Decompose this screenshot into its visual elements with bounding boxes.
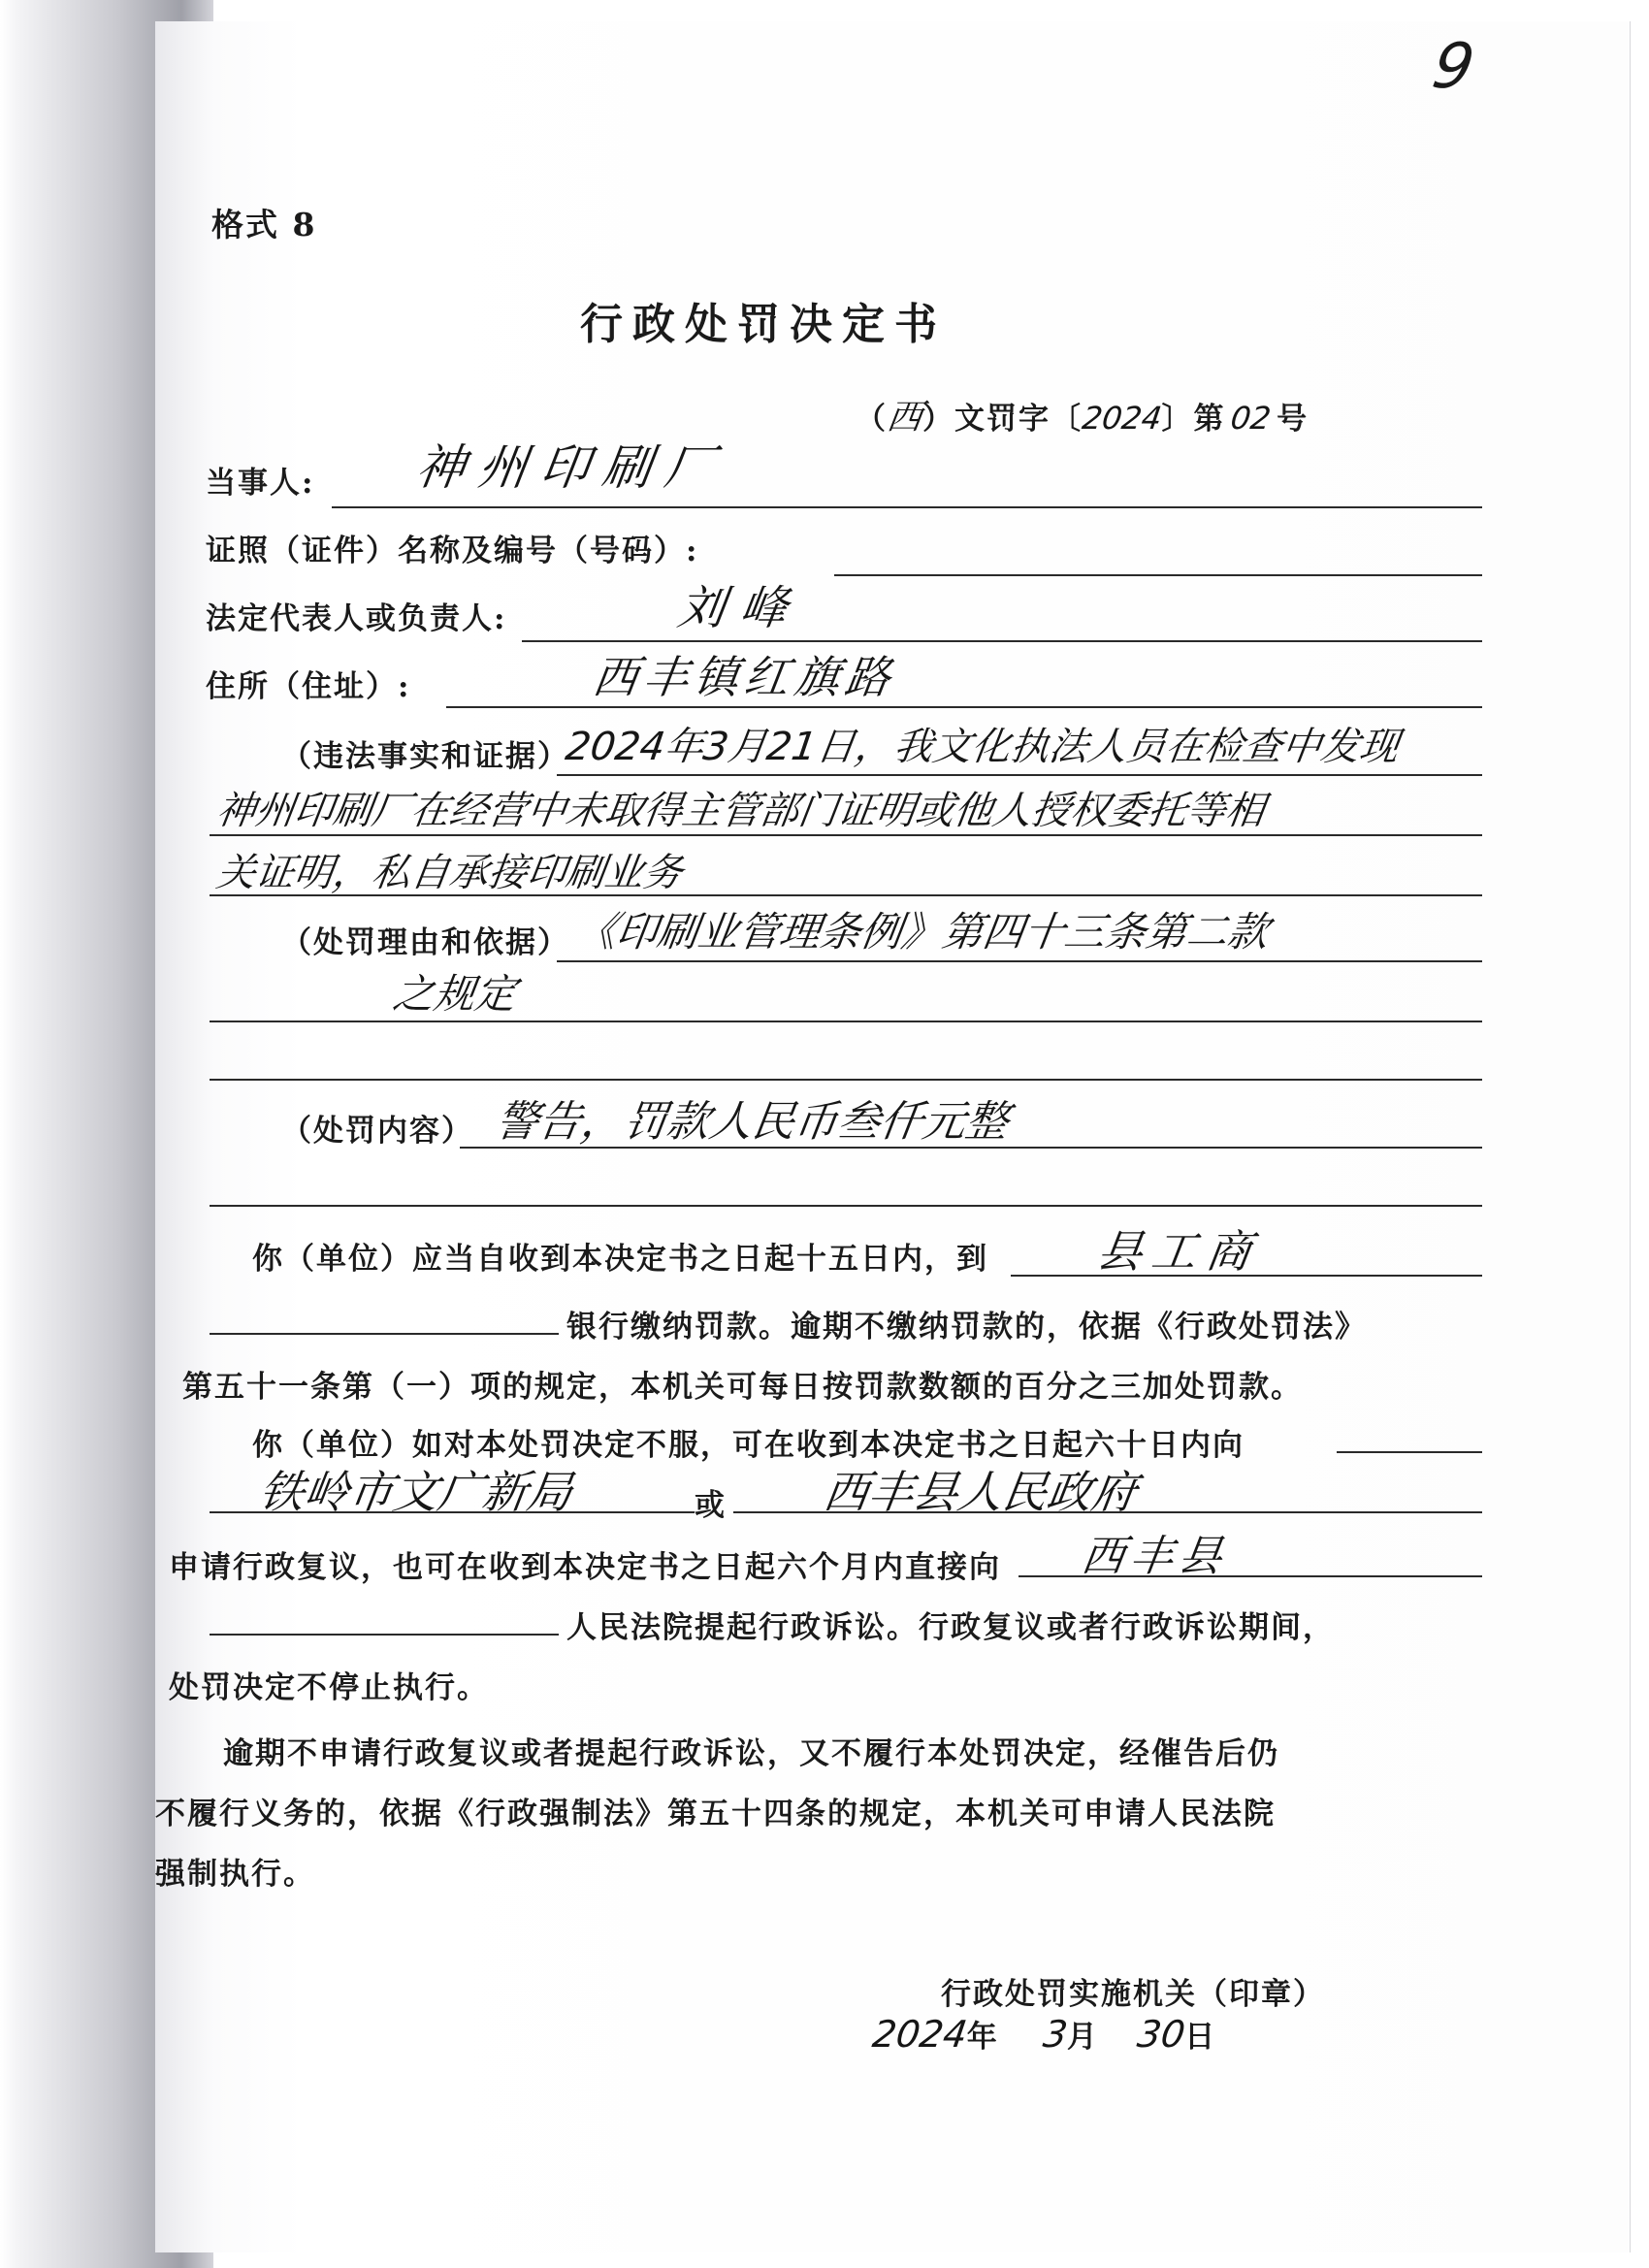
signature-day-unit: 日 <box>1184 2020 1217 2055</box>
review-rule-1 <box>1337 1451 1482 1453</box>
review-text-1: 你（单位）如对本处罚决定不服，可在收到本决定书之日起六十日内向 <box>252 1428 1245 1463</box>
facts-rule-3 <box>210 894 1482 896</box>
doc-number-suffix: 号 <box>1277 402 1310 437</box>
document-title: 行政处罚决定书 <box>580 300 947 349</box>
party-value: 神州印刷厂 <box>412 439 731 496</box>
license-label: 证照（证件）名称及编号（号码）: <box>206 534 699 568</box>
legal-rep-label: 法定代表人或负责人: <box>206 601 507 636</box>
basis-label: （处罚理由和依据） <box>281 925 569 960</box>
legal-rep-value: 刘峰 <box>674 581 807 635</box>
facts-rule-2 <box>210 834 1482 836</box>
doc-number-year: 2024 <box>1080 400 1165 437</box>
review-agency-1-rule <box>210 1511 695 1513</box>
signature-year: 2024 <box>869 2013 970 2056</box>
doc-number-agency: 西 <box>884 398 925 437</box>
license-line <box>834 574 1482 576</box>
signature-date <box>869 2012 1217 2056</box>
doc-number-value: 02 <box>1228 400 1274 437</box>
penalty-label: （处罚内容） <box>281 1114 473 1149</box>
address-value: 西丰镇红旗路 <box>589 651 900 703</box>
signature-year-unit: 年 <box>966 2020 999 2055</box>
facts-label: （违法事实和证据） <box>281 739 569 774</box>
document-number <box>856 390 1309 439</box>
review-agency-1: 铁岭市文广新局 <box>255 1466 576 1518</box>
review-text-4: 处罚决定不停止执行。 <box>169 1670 489 1705</box>
review-text-2: 申请行政复议，也可在收到本决定书之日起六个月内直接向 <box>169 1550 1001 1585</box>
review-agency-2-rule <box>733 1511 1482 1513</box>
review-agency-2: 西丰县人民政府 <box>820 1466 1141 1518</box>
payment-text-1: 你（单位）应当自收到本决定书之日起十五日内，到 <box>252 1242 988 1277</box>
basis-rule-2 <box>210 1021 1482 1022</box>
address-line <box>446 706 1482 708</box>
payment-text-2: 银行缴纳罚款。逾期不缴纳罚款的，依据《行政处罚法》 <box>566 1310 1367 1345</box>
doc-number-mid: ）文罚字〔 <box>922 402 1083 437</box>
page-number: 9 <box>1427 31 1480 103</box>
facts-line-2: 神州印刷厂在经营中未取得主管部门证明或他人授权委托等相 <box>213 789 1268 833</box>
payment-text-3: 第五十一条第（一）项的规定，本机关可每日按罚款数额的百分之三加处罚款。 <box>182 1370 1303 1405</box>
facts-line-3: 关证明，私自承接印刷业务 <box>213 851 686 895</box>
penalty-rule-2 <box>210 1205 1482 1207</box>
enforcement-text-2: 不履行义务的，依据《行政强制法》第五十四条的规定，本机关可申请人民法院 <box>155 1797 1276 1831</box>
document-page <box>155 21 1631 2252</box>
facts-line-1: 2024年3月21日，我文化执法人员在检查中发现 <box>563 725 1402 769</box>
doc-number-open: （ <box>856 402 888 437</box>
payment-bank-rule <box>1011 1275 1482 1277</box>
penalty-rule-1 <box>460 1147 1482 1149</box>
review-or: 或 <box>695 1488 727 1523</box>
signature-authority: 行政处罚实施机关（印章） <box>941 1977 1325 2012</box>
review-court: 西丰县 <box>1078 1532 1231 1581</box>
basis-rule-3 <box>210 1079 1482 1081</box>
enforcement-text-3: 强制执行。 <box>155 1857 315 1892</box>
payment-bank-rule-2 <box>210 1333 559 1335</box>
basis-line-2: 之规定 <box>390 970 520 1018</box>
penalty-value: 警告，罚款人民币叁仟元整 <box>492 1097 1012 1147</box>
format-label: 格式 8 <box>211 206 317 243</box>
address-label: 住所（住址）: <box>206 669 411 704</box>
facts-rule-1 <box>557 774 1482 776</box>
enforcement-text-1: 逾期不申请行政复议或者提起行政诉讼，又不履行本处罚决定，经催告后仍 <box>223 1736 1279 1771</box>
basis-rule-1 <box>557 960 1482 962</box>
basis-line-1: 《印刷业管理条例》第四十三条第二款 <box>572 908 1273 956</box>
review-text-3: 人民法院提起行政诉讼。行政复议或者行政诉讼期间， <box>566 1610 1335 1645</box>
review-court-rule <box>1018 1575 1482 1577</box>
signature-day: 30 <box>1134 2013 1188 2056</box>
party-label: 当事人: <box>206 466 315 501</box>
doc-number-after-year: 〕第 <box>1161 402 1226 437</box>
signature-month: 3 <box>1040 2013 1070 2056</box>
review-court-rule-2 <box>210 1634 559 1636</box>
party-line <box>332 506 1482 508</box>
signature-month-unit: 月 <box>1066 2020 1099 2055</box>
payment-bank: 县工商 <box>1093 1225 1265 1278</box>
